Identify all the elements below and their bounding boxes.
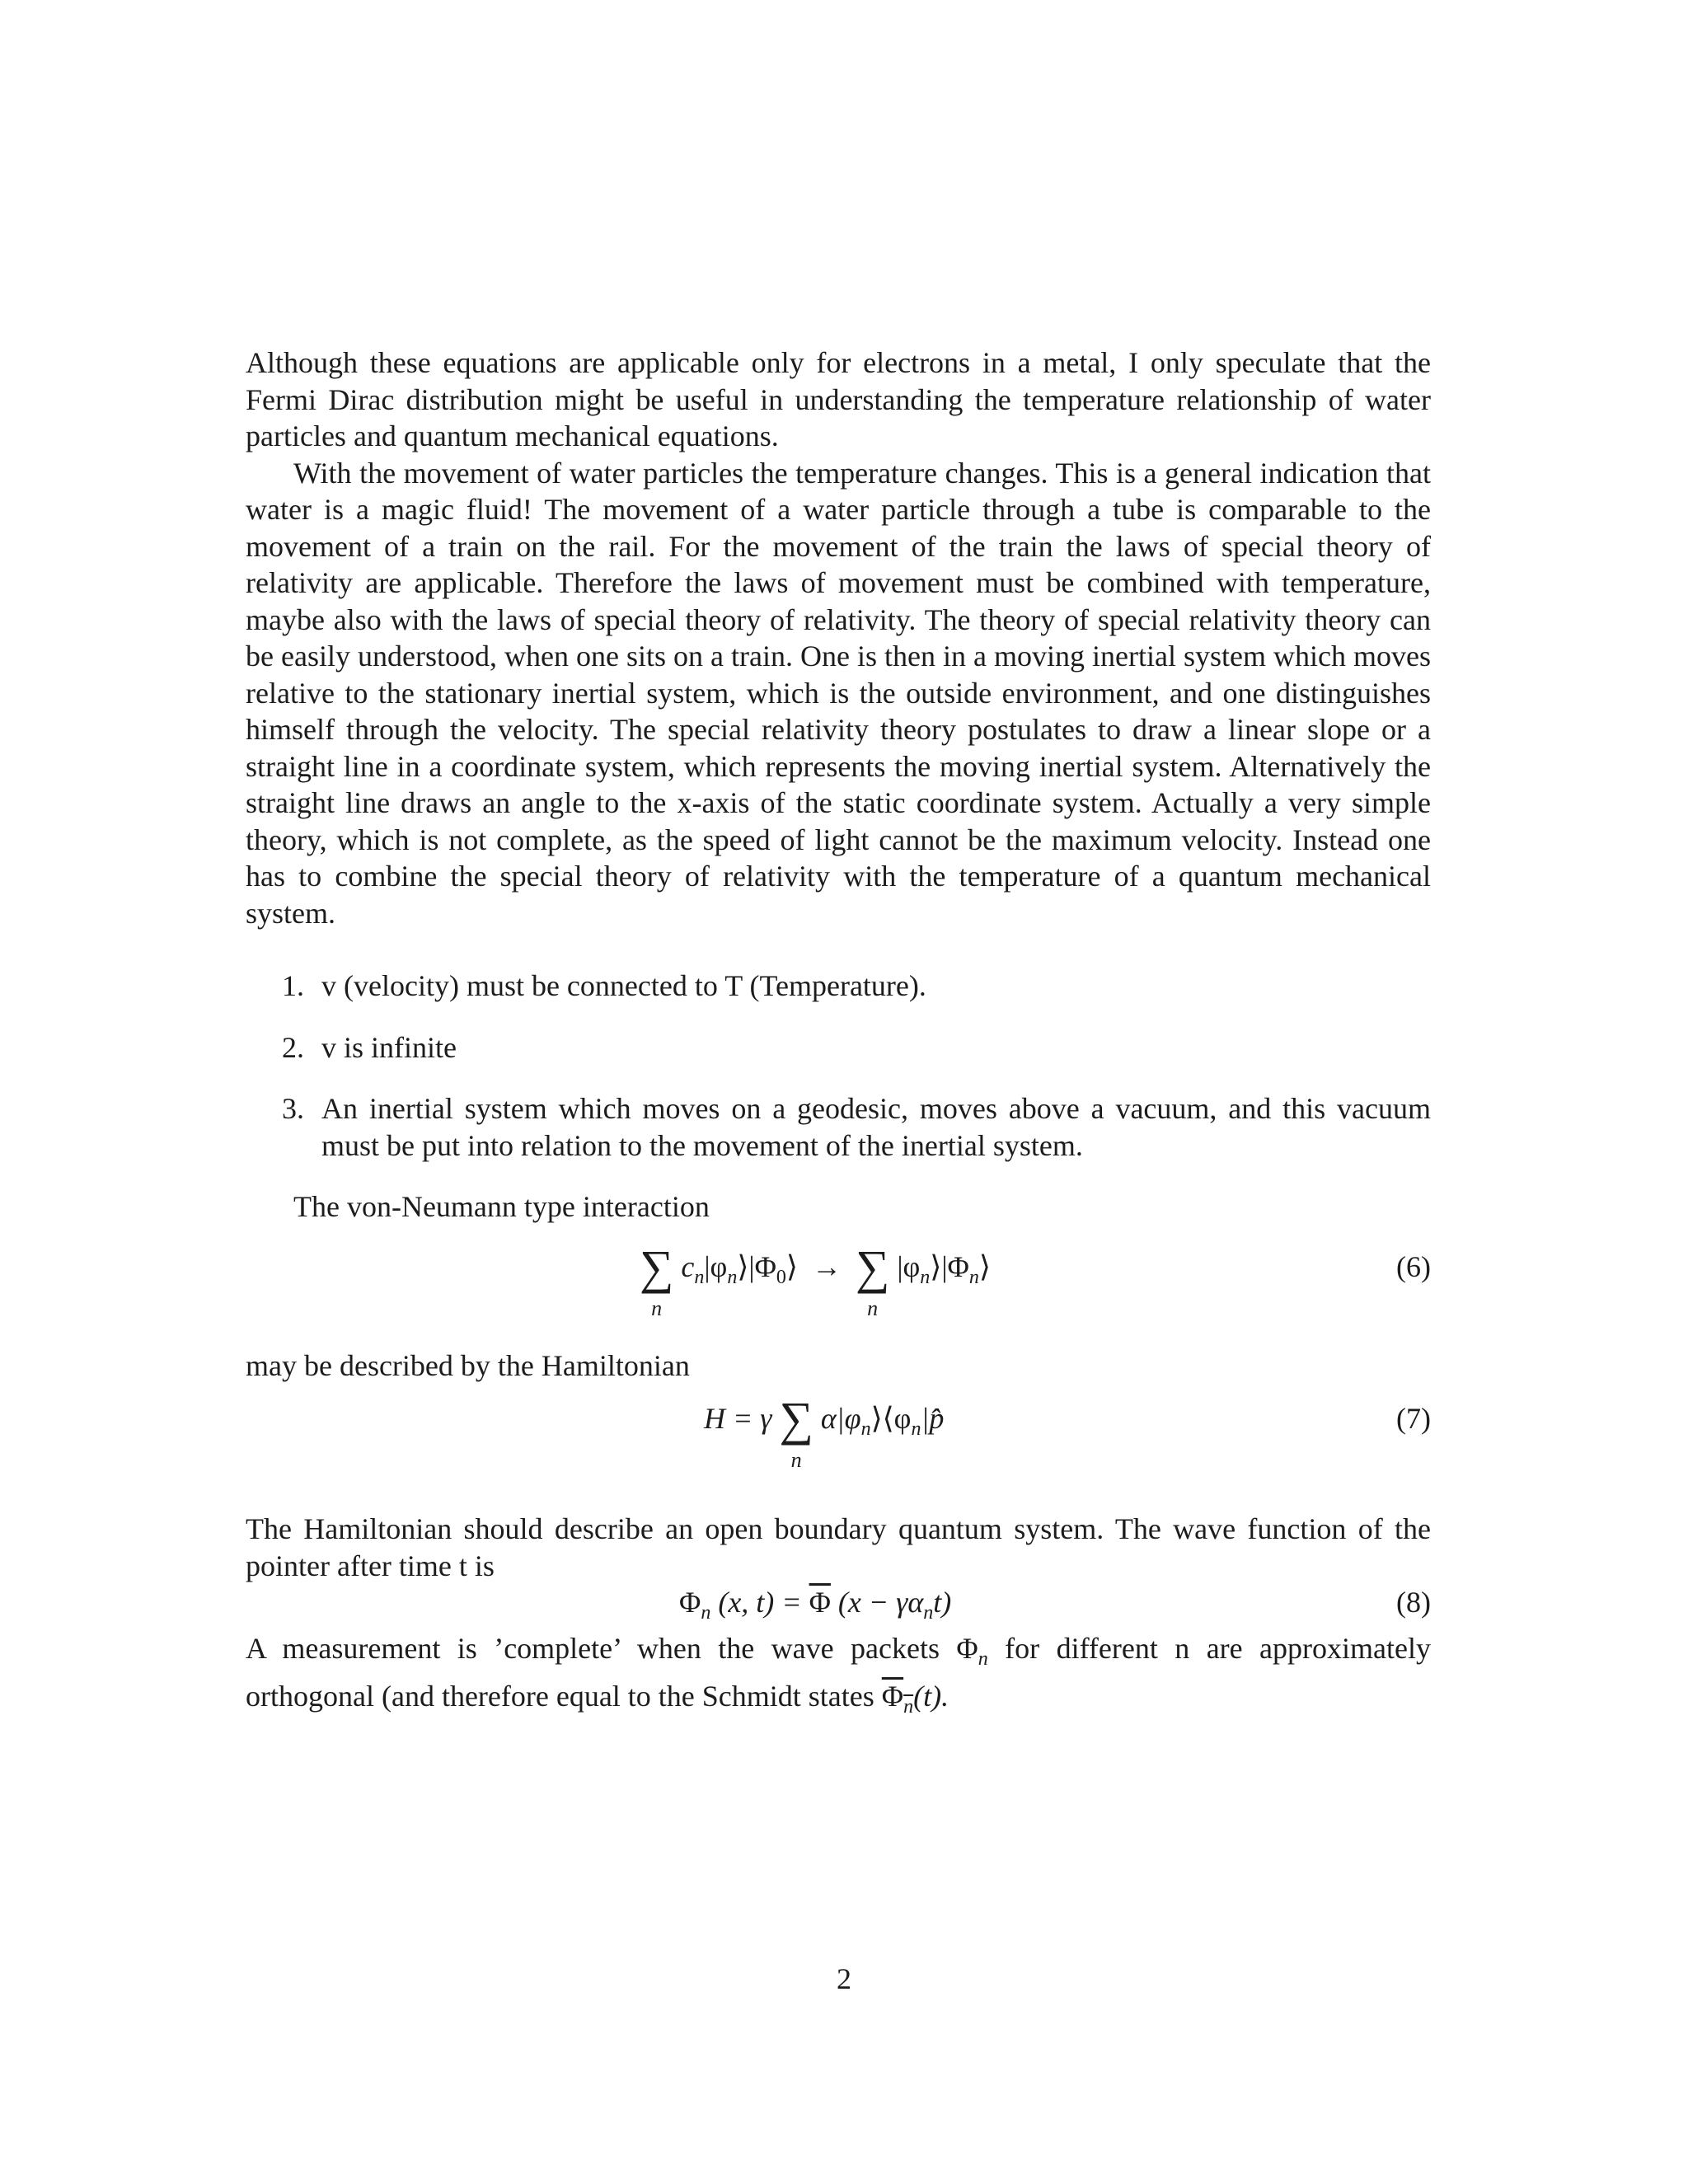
list-item-text: v (velocity) must be connected to T (Temperature). xyxy=(321,969,926,1002)
numbered-list xyxy=(246,968,1431,1164)
list-item xyxy=(246,968,1431,1005)
list-item-text: v is infinite xyxy=(321,1030,457,1064)
paragraph-5: The Hamiltonian should describe an open boundary quantum system. The wave function of the pointer after time t is xyxy=(246,1512,1431,1582)
summation-symbol: ∑ n xyxy=(855,1240,890,1320)
list-item xyxy=(246,1090,1431,1164)
paragraph-3: The von-Neumann type interaction xyxy=(293,1190,710,1223)
paragraph-4: may be described by the Hamiltonian xyxy=(246,1348,690,1382)
equation-number: (7) xyxy=(1396,1402,1431,1435)
list-item-text: An inertial system which moves on a geodesic, moves above a vacuum, and this vacuum must be put into relation to the movement of the inertial system. xyxy=(321,1092,1431,1162)
paragraph-2: With the movement of water particles the temperature changes. This is a general indication that water is a magic fluid! The movement of a water particle through a tube is comparable to the movement of a train on the rail. For the movement of the train the laws of special theory of relativity are applicable. Therefore the laws of movement must be combined with temperature, maybe also with the laws of special theory of relativity. The theory of special relativity theory can be easily understood, when one sits on a train. One is then in a moving inertial system which moves relative to the stationary inertial system, which is the outside environment, and one distinguishes himself through the velocity. The special relativity theory postulates to draw a linear slope or a straight line in a coordinate system, which represents the moving inertial system. Alternatively the straight line draws an angle to the x-axis of the static coordinate system. Actually a very simple theory, which is not complete, as the speed of light cannot be the maximum velocity. Instead one has to combine the special theory of relativity with the temperature of a quantum mechanical system. xyxy=(246,456,1431,930)
paragraph-6: A measurement is ’complete’ when the wave packets $\Phi_n$ for different n are approximately orthogonal (and therefore equal to the Schmidt states $\overline{\Phi}_{\overline{n}}(t)$. xyxy=(246,1632,1431,1718)
page-number: 2 xyxy=(837,1962,851,1995)
equation-number: (8) xyxy=(1396,1586,1431,1619)
equation-7-body: H = γ ∑ n $\alpha|\varphi_n⟩⟨\varphi_n|p̂$ xyxy=(704,1392,945,1472)
equation-8 xyxy=(246,1584,1431,1630)
list-item-number: 3. xyxy=(282,1092,304,1125)
body-text xyxy=(246,344,1431,1725)
summation-symbol: ∑ n xyxy=(640,1240,674,1320)
equation-8-body: $\Phi_n$ (x, $t) = \overline{\Phi}$ $(x - \gamma\alpha_nt)$ xyxy=(679,1586,952,1624)
paragraph-1: Although these equations are applicable only for electrons in a metal, I only speculate that the Fermi Dirac distribution might be useful in understanding the temperature relationship of water particles and quantum mechanical equations. xyxy=(246,346,1431,452)
equation-6 xyxy=(246,1240,1431,1326)
summation-symbol: ∑ n xyxy=(779,1392,814,1472)
list-item xyxy=(246,1029,1431,1066)
equation-number: (6) xyxy=(1396,1249,1431,1283)
equation-7 xyxy=(246,1392,1431,1478)
list-item-number: 2. xyxy=(282,1030,304,1064)
list-item-number: 1. xyxy=(282,969,304,1002)
equation-6-body: ∑ n $c_n|\varphi_n⟩|\Phi_0⟩$ → ∑ n $|\varphi_n⟩|\Phi_n⟩$ xyxy=(640,1240,991,1320)
